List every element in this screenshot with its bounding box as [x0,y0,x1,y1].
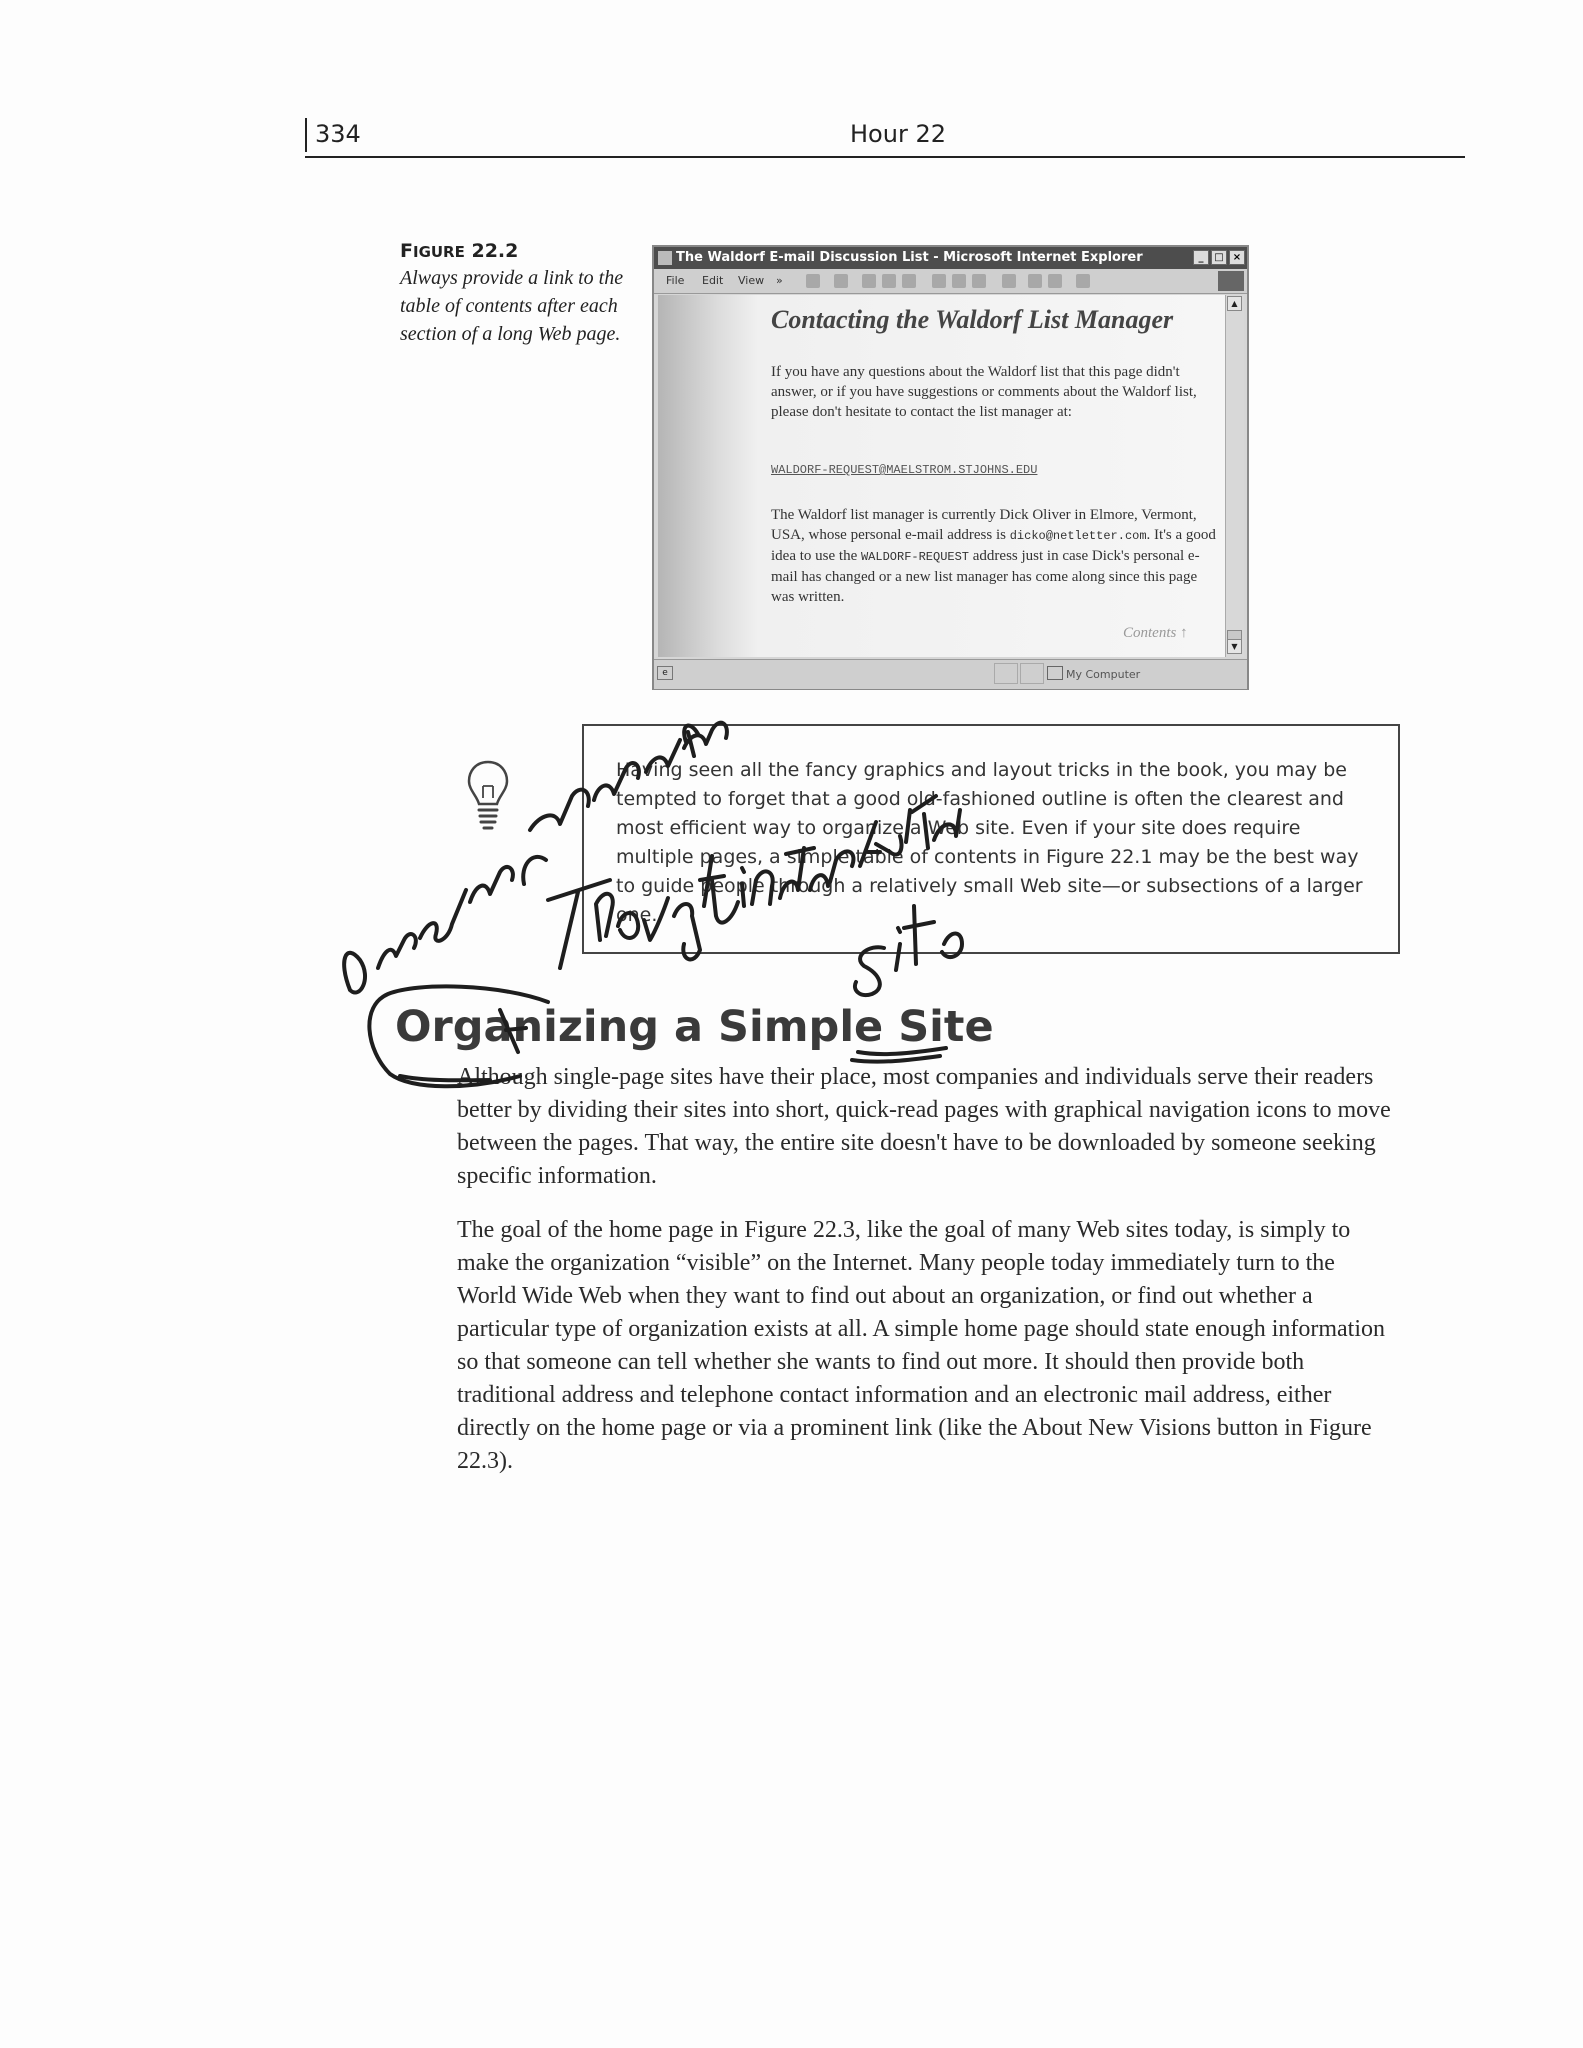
web-page-heading: Contacting the Waldorf List Manager [771,305,1174,334]
personal-email: dicko@netletter.com [1009,529,1147,543]
figure-label: FIGURE 22.2 [400,240,519,262]
section-heading: Organizing a Simple Site [395,1002,994,1052]
browser-menu-toolbar [654,269,1247,294]
minimize-icon[interactable]: _ [1193,250,1209,265]
page-header [305,118,1465,158]
browser-window-title: The Waldorf E-mail Discussion List - Microsoft Internet Explorer [676,250,1143,265]
figure-caption-text: Always provide a link to the table of contents after each section of a long Web page. [400,267,624,345]
browser-window-screenshot [652,245,1249,690]
browser-scrollbar[interactable] [1225,295,1244,657]
maximize-icon[interactable]: □ [1211,250,1227,265]
forward-icon[interactable] [834,274,848,288]
edit-page-icon[interactable] [1048,274,1062,288]
browser-page-content [658,295,1225,657]
contents-link[interactable]: Contents ↑ [1123,625,1188,641]
lightbulb-icon [465,758,511,834]
web-paragraph-1: If you have any questions about the Waldorf list that this page didn't answer, or if you have suggestions or comments about the Waldorf list, please don't hesitate to contact the list manager at: [771,364,1197,420]
arrow-up-icon: ↑ [1176,625,1188,641]
computer-icon [1047,666,1063,680]
web-paragraph-2: The Waldorf list manager is currently Dick Oliver in Elmore, Vermont, USA, whose personal e-mail address is dicko@netletter.com. It's a good idea to use the WALDORF-REQUEST address just in case Dick's personal e-mail has changed or a new list manager has come along since this page was written. [771,507,1216,605]
status-pane [994,663,1018,684]
print-icon[interactable] [1028,274,1042,288]
request-address: WALDORF-REQUEST [860,550,970,564]
tip-box [582,724,1400,954]
chapter-title: Hour 22 [850,120,946,148]
scroll-down-icon[interactable]: ▼ [1227,639,1242,654]
status-pane [1020,663,1044,684]
menu-file[interactable]: File [666,274,685,287]
tip-text: Having seen all the fancy graphics and layout tricks in the book, you may be tempted to forget that a good old-fashioned outline is often the clearest and most efficient way to organize a Web site. Even if your site does require multiple pages, a simple table of contents in Figure 22.1 may be the best way to guide people through a relatively small Web site—or subsections of a larger one. [616,759,1363,926]
status-zone: My Computer [1047,666,1140,684]
scroll-up-icon[interactable]: ▲ [1227,296,1242,311]
close-icon[interactable]: × [1229,250,1245,265]
browser-status-bar [654,659,1247,689]
browser-app-icon [658,251,672,265]
mail-icon[interactable] [1002,274,1016,288]
back-icon[interactable] [806,274,820,288]
favorites-icon[interactable] [952,274,966,288]
stop-icon[interactable] [862,274,876,288]
discuss-icon[interactable] [1076,274,1090,288]
web-email-link[interactable]: WALDORF-REQUEST@MAELSTROM.STJOHNS.EDU [771,463,1038,477]
browser-title-bar [654,247,1247,269]
page-done-icon: e [657,666,673,680]
home-icon[interactable] [902,274,916,288]
body-paragraph-1: Although single-page sites have their place, most companies and individuals serve their readers better by dividing their sites into short, quick-read pages with graphical navigation icons to move between the pages. That way, the entire site doesn't have to be downloaded by someone seeking specific information. [457,1064,1391,1189]
search-icon[interactable] [932,274,946,288]
refresh-icon[interactable] [882,274,896,288]
menu-view[interactable]: View [738,274,765,287]
history-icon[interactable] [972,274,986,288]
page-number: 334 [305,118,361,152]
menu-edit[interactable]: Edit [702,274,724,287]
figure-caption [400,240,630,348]
menu-overflow-icon[interactable]: » [776,274,783,287]
window-controls [1193,250,1245,265]
browser-logo-icon [1218,271,1244,291]
body-paragraph-2: The goal of the home page in Figure 22.3, like the goal of many Web sites today, is simply to make the organization “visible” on the Internet. Many people today immediately turn to the World Wide Web when they want to find out about an organization, or find out whether a particular type of organization exists at all. A simple home page should state enough information so that someone can tell whether she wants to find out more. It should then provide both traditional address and telephone contact information and an electronic mail address, either directly on the home page or via a prominent link (like the About New Visions button in Figure 22.3). [457,1217,1386,1474]
